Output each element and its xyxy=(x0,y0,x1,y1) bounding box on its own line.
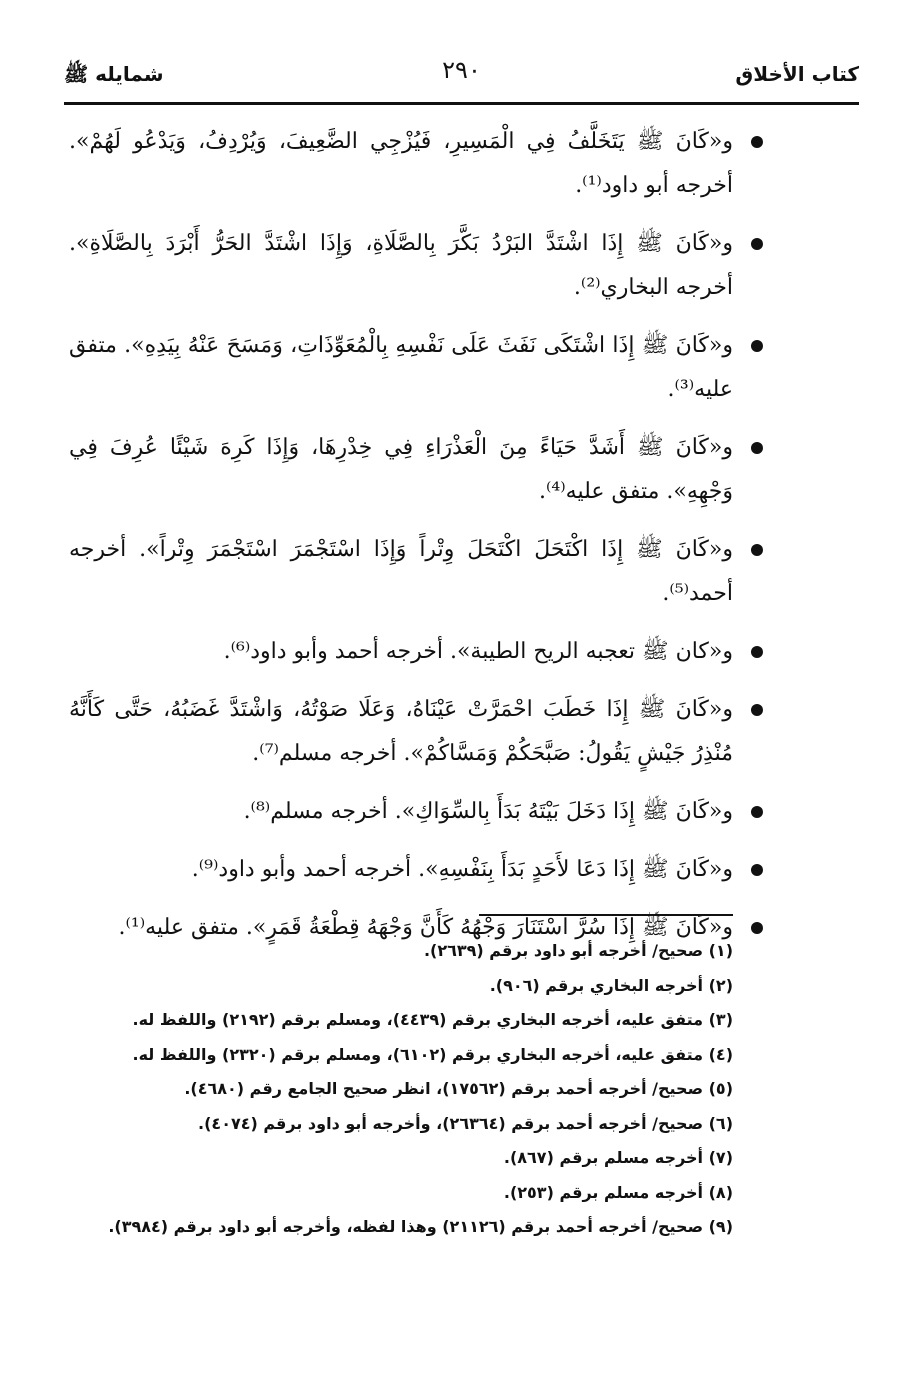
section-title: شمايله ﷺ xyxy=(64,62,164,86)
footnote: (٣) متفق عليه، أخرجه البخاري برقم (٤٤٣٩)، ومسلم برقم (٢١٩٢) واللفظ له. xyxy=(132,1010,733,1029)
footnote: (٥) صحيح/ أخرجه أحمد برقم (١٧٥٦٢)، انظر صحيح الجامع رقم (٤٦٨٠). xyxy=(184,1079,733,1098)
page-number: ٢٩٠ xyxy=(442,56,481,84)
footnote: (٨) أخرجه مسلم برقم (٢٥٣). xyxy=(503,1182,733,1202)
hadith-item: و«كَانَ ﷺ يَتَخَلَّفُ فِي الْمَسِيرِ، فَيُزْجِي الضَّعِيفَ، وَيُرْدِفُ، وَيَدْعُو لَهُمْ». أخرجه أبو داود⁽¹⁾. xyxy=(69,120,733,208)
footnote: (٢) أخرجه البخاري برقم (٩٠٦). xyxy=(489,975,733,995)
footnotes xyxy=(69,934,733,1245)
footnote: (٧) أخرجه مسلم برقم (٨٦٧). xyxy=(503,1148,733,1167)
hadith-item: و«كَانَ ﷺ إِذَا خَطَبَ احْمَرَّتْ عَيْنَاهُ، وَعَلَا صَوْتُهُ، وَاشْتَدَّ غَضَبُهُ، حَتَّى كَأَنَّهُ مُنْذِرُ جَيْشٍ يَقُولُ: صَبَّحَكُمْ وَمَسَّاكُمْ». أخرجه مسلم⁽⁷⁾. xyxy=(69,688,733,776)
book-title: كتاب الأخلاق xyxy=(735,62,859,86)
hadith-item: و«كَانَ ﷺ إِذَا دَخَلَ بَيْتَهُ بَدَأَ بِالسِّوَاكِ». أخرجه مسلم⁽⁸⁾. xyxy=(69,790,733,834)
hadith-item: و«كان ﷺ تعجبه الريح الطيبة». أخرجه أحمد وأبو داود⁽⁶⁾. xyxy=(69,630,733,674)
hadith-item: و«كَانَ ﷺ أَشَدَّ حَيَاءً مِنَ الْعَذْرَاءِ فِي خِدْرِهَا، وَإِذَا كَرِهَ شَيْئًا عُرِفَ فِي وَجْهِهِ». متفق عليه⁽⁴⁾. xyxy=(69,426,733,514)
footnote: (٦) صحيح/ أخرجه أحمد برقم (٢٦٣٦٤)، وأخرجه أبو داود برقم (٤٠٧٤). xyxy=(198,1113,733,1133)
footnote: (٤) متفق عليه، أخرجه البخاري برقم (٦١٠٢)، ومسلم برقم (٢٣٢٠) واللفظ له. xyxy=(132,1044,733,1064)
main-text xyxy=(69,120,733,964)
hadith-item: و«كَانَ ﷺ إِذَا دَعَا لأَحَدٍ بَدَأَ بِنَفْسِهِ». أخرجه أحمد وأبو داود⁽⁹⁾. xyxy=(69,848,733,892)
hadith-item: و«كَانَ ﷺ إِذَا سُرَّ اسْتَنَارَ وَجْهُهُ كَأَنَّ وَجْهَهُ قِطْعَةُ قَمَرٍ». متفق عليه⁽¹⁾. xyxy=(69,906,733,950)
hadith-item: و«كَانَ ﷺ إِذَا اكْتَحَلَ اكْتَحَلَ وِتْراً وَإِذَا اسْتَجْمَرَ اسْتَجْمَرَ وِتْراً». أخرجه أحمد⁽⁵⁾. xyxy=(69,528,733,616)
footnote-rule xyxy=(479,914,733,916)
hadith-item: و«كَانَ ﷺ إِذَا اشْتَدَّ البَرْدُ بَكَّرَ بِالصَّلَاةِ، وَإِذَا اشْتَدَّ الحَرُّ أَبْرَدَ بِالصَّلَاةِ». أخرجه البخاري⁽²⁾. xyxy=(69,222,733,310)
footnote: (٩) صحيح/ أخرجه أحمد برقم (٢١١٢٦) وهذا لفظه، وأخرجه أبو داود برقم (٣٩٨٤). xyxy=(108,1217,733,1236)
footnote: (١) صحيح/ أخرجه أبو داود برقم (٢٦٣٩). xyxy=(423,941,733,960)
hadith-item: و«كَانَ ﷺ إِذَا اشْتَكَى نَفَثَ عَلَى نَفْسِهِ بِالْمُعَوِّذَاتِ، وَمَسَحَ عَنْهُ بِيَدِهِ». متفق عليه⁽³⁾. xyxy=(69,324,733,412)
hadith-list xyxy=(69,120,733,950)
page-header xyxy=(64,58,859,98)
header-rule xyxy=(64,102,859,105)
